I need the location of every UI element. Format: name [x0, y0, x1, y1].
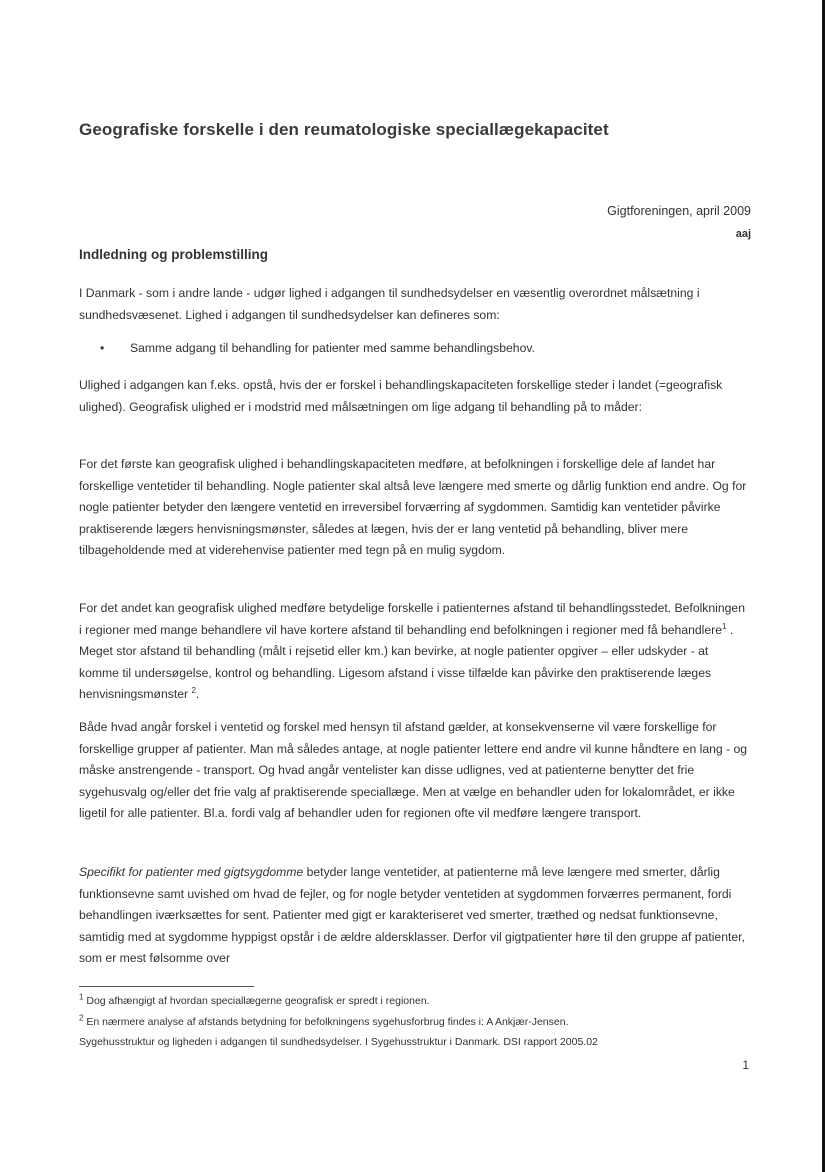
paragraph-second-part3: .: [195, 687, 200, 701]
footnote-1-number: 1: [79, 992, 84, 1002]
paragraph-specific-italic: Specifikt for patienter med gigtsygdomme: [79, 865, 304, 879]
paragraph-specific-rest: betyder lange ventetider, at patienterne må leve længere med smerter, dårlig funktionsevne samt uvished om hvad de fejler, og for nogle betyder ventetiden at sygdommen forværres permanent, fordi behandlingen iværksættes for sent. Patienter med gigt er karakteriseret ved smerter, træthed og nedsat funktionsevne, samtidig med at sygdomme hyppigst opstår i de ældre aldersklasser. Derfor vil gigtpatienter høre til den gruppe af patienter, som er mest følsomme over: [79, 865, 745, 965]
footnote-ref-1: 1: [721, 621, 727, 631]
footnote-1: [79, 991, 759, 1011]
page-number: 1: [742, 1058, 749, 1072]
paragraph-specific: [79, 862, 751, 970]
footnote-2-number: 2: [79, 1013, 84, 1023]
footnote-2-text: En nærmere analyse af afstands betydning for befolkningens sygehusforbrug findes i: A Ankjær-Jensen.: [83, 1016, 569, 1028]
footnote-divider: [79, 986, 254, 987]
document-title: Geografiske forskelle i den reumatologiske speciallægekapacitet: [79, 120, 609, 139]
footnote-ref-2: 2: [191, 685, 196, 695]
paragraph-inequality: Ulighed i adgangen kan f.eks. opstå, hvis der er forskel i behandlingskapaciteten forskellige steder i landet (=geografisk ulighed). Geografisk ulighed er i modstrid med målsætningen om lige adgang til behandling på to måder:: [79, 378, 723, 414]
footnote-2: [79, 1012, 759, 1032]
section-heading: Indledning og problemstilling: [79, 247, 268, 262]
paragraph-second: [79, 598, 751, 706]
paragraph-second-part1: For det andet kan geografisk ulighed medføre betydelige forskelle i patienternes afstand til behandlingsstedet. Befolkningen i regioner med mange behandlere vil have kortere afstand til behandling end befolkningen i regioner med få behandlere: [79, 601, 745, 637]
footnote-2-continued: Sygehusstruktur og ligheden i adgangen til sundhedsydelser. I Sygehusstruktur i Danmark. DSI rapport 2005.02: [79, 1036, 598, 1048]
paragraph-consequences: Både hvad angår forskel i ventetid og forskel med hensyn til afstand gælder, at konsekvenserne vil være forskellige for forskellige grupper af patienter. Man må således antage, at nogle patienter lettere end andre vil kunne håndtere en lang - og måske anstrengende - transport. Og hvad angår ventelister kan disse udlignes, ved at patienterne benytter det frie sygehusvalg og/eller det frie valg af praktiserende speciallæge. Men at vælge en behandler uden for lokalområdet, er ikke ligetil for alle patienter. Bl.a. fordi valg af behandler uden for regionen ofte vil medføre længere transport.: [79, 720, 748, 820]
author-initials: aaj: [735, 228, 751, 240]
footnote-1-text: Dog afhængigt af hvordan speciallægerne geografisk er spredt i regionen.: [83, 995, 430, 1007]
bullet-icon: •: [100, 341, 105, 355]
bullet-text: Samme adgang til behandling for patienter med samme behandlingsbehov.: [130, 341, 535, 355]
bullet-item: [100, 341, 535, 355]
organization-date: Gigtforeningen, april 2009: [607, 204, 751, 218]
paragraph-intro: I Danmark - som i andre lande - udgør lighed i adgangen til sundhedsydelser en væsentlig overordnet målsætning i sundhedsvæsenet. Lighed i adgangen til sundhedsydelser kan defineres som:: [79, 286, 700, 322]
paragraph-first: For det første kan geografisk ulighed i behandlingskapaciteten medføre, at befolkningen i forskellige dele af landet har forskellige ventetider til behandling. Nogle patienter skal altså leve længere med smerte og dårlig funktion end andre. Og for nogle patienter betyder den længere ventetid en irreversibel forværring af sygdommen. Samtidig kan ventetider påvirke praktiserende lægers henvisningsmønster, således at lægen, hvis der er lang ventetid på behandling, bliver mere tilbageholdende med at viderehenvise patienter med tegn på en mulig sygdom.: [79, 457, 747, 557]
paragraph-second-part2: . Meget stor afstand til behandling (målt i rejsetid eller km.) kan bevirke, at nogle patienter opgiver – eller udskyder - at komme til undersøgelse, kontrol og behandling. Ligesom afstand i visse tilfælde kan påvirke den praktiserende læges henvisningsmønster: [79, 622, 734, 701]
